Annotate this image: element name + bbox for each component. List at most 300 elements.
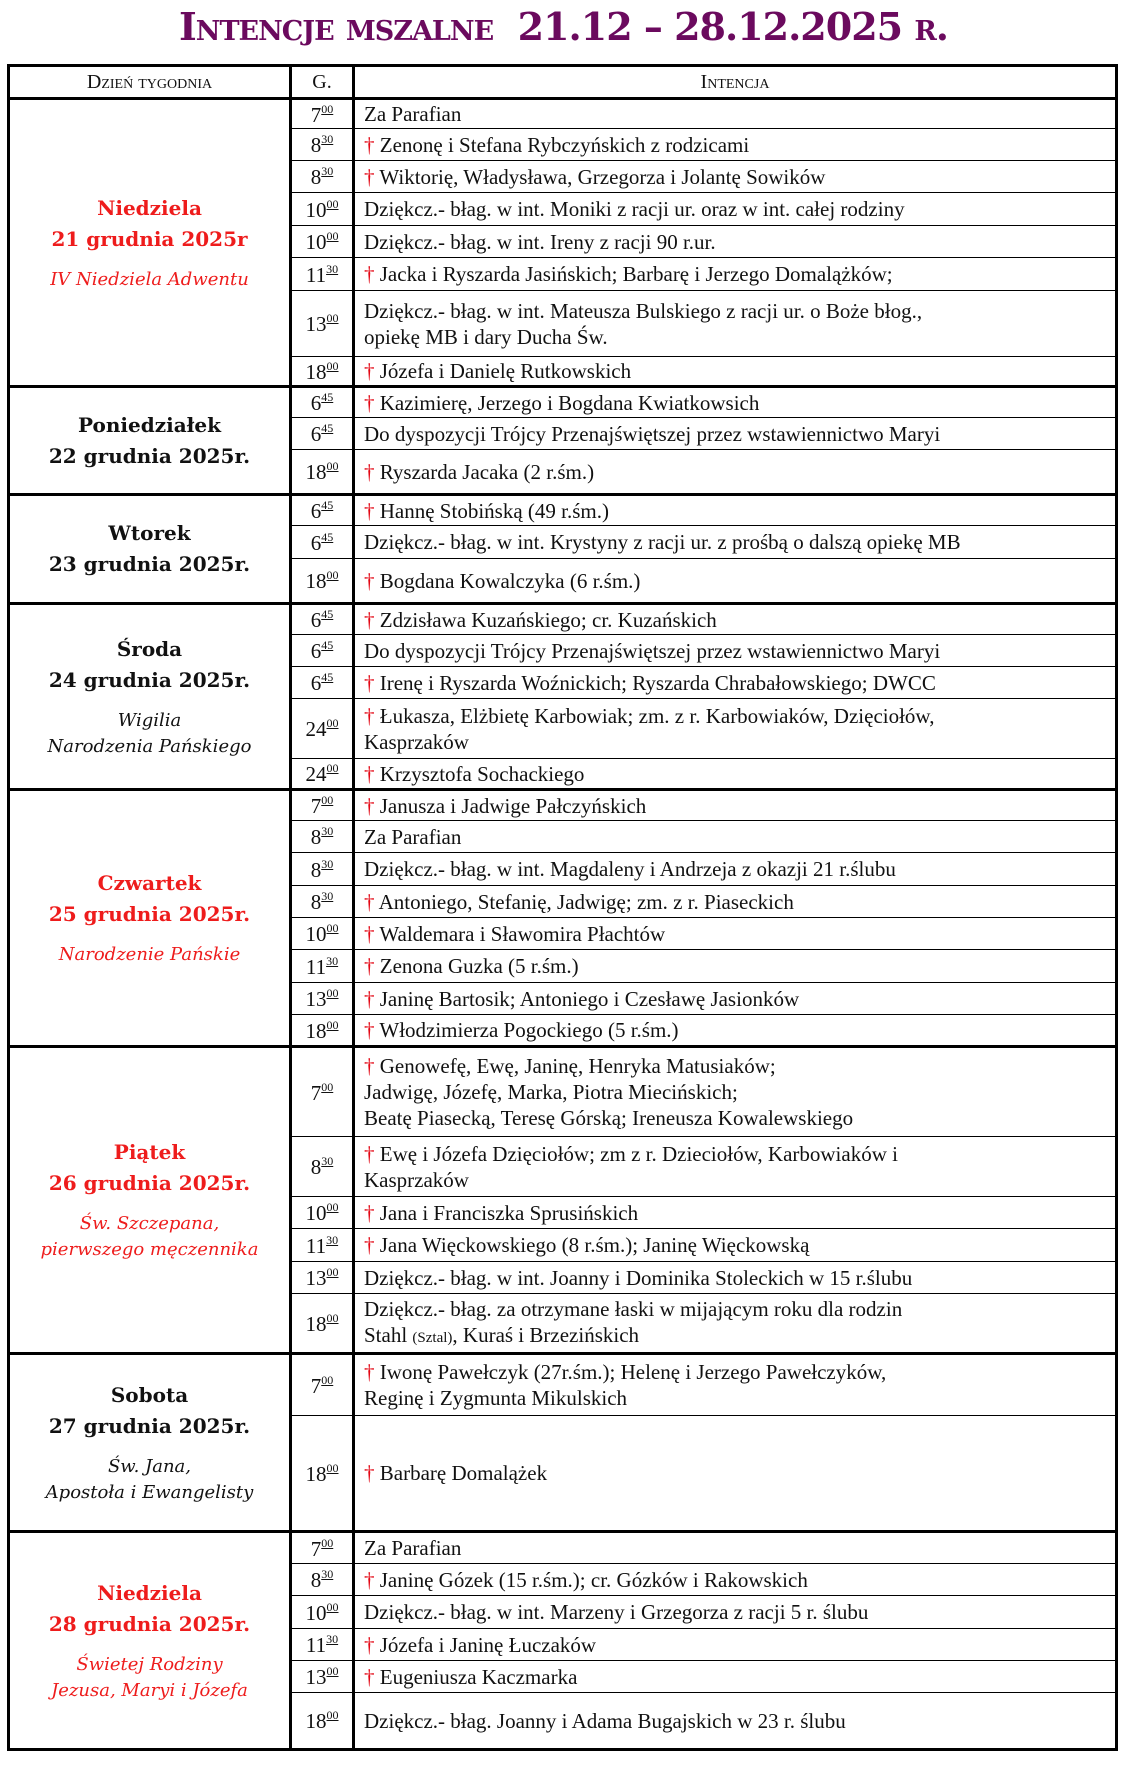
time-minutes: 00 — [326, 1599, 339, 1614]
intention-line — [364, 568, 1115, 594]
feast-line: pierwszego męczennika — [40, 1239, 259, 1260]
intention-text: Zenona Guzka (5 r.śm.) — [379, 954, 579, 978]
mass-intention — [354, 1564, 1117, 1596]
title-prefix: Intencje mszalne — [179, 4, 494, 49]
day-date: 26 grudnia 2025r. — [48, 1171, 251, 1195]
day-name: Piątek — [113, 1140, 186, 1164]
time-hour: 24 — [305, 717, 327, 741]
intention-line — [364, 1079, 1115, 1105]
mass-time — [291, 129, 354, 161]
dagger-icon: † — [364, 132, 380, 157]
mass-time — [291, 759, 354, 790]
mass-time — [291, 983, 354, 1015]
time-hour: 7 — [310, 1080, 322, 1105]
intention-line — [364, 1460, 1115, 1486]
dagger-icon: † — [364, 761, 380, 786]
day-cell — [9, 790, 291, 1047]
intention-text: Włodzimierza Pogockiego (5 r.śm.) — [379, 1018, 679, 1042]
intention-text: Dziękcz.- błag. w int. Joanny i Dominika Stoleckich w 15 r.ślubu — [364, 1265, 913, 1290]
mass-intention — [354, 418, 1117, 450]
mass-intention — [354, 1294, 1117, 1354]
mass-row — [9, 495, 1117, 526]
mass-intention — [354, 821, 1117, 853]
intention-line — [364, 1105, 1115, 1131]
dagger-icon: † — [364, 889, 379, 914]
time-minutes: 30 — [321, 132, 334, 146]
time-hour: 6 — [310, 530, 322, 555]
intention-line — [364, 607, 1115, 633]
dagger-icon: † — [364, 459, 380, 484]
mass-intention — [354, 495, 1117, 526]
mass-time — [291, 226, 354, 258]
day-cell — [9, 495, 291, 604]
mass-row — [9, 99, 1117, 129]
mass-row — [9, 604, 1117, 635]
mass-time — [291, 1197, 354, 1229]
page-title — [0, 4, 1127, 49]
mass-time — [291, 1137, 354, 1197]
mass-intention — [354, 699, 1117, 759]
time-minutes: 00 — [326, 1664, 339, 1678]
mass-intention — [354, 759, 1117, 790]
time-minutes: 00 — [326, 459, 339, 473]
intention-text: Wiktorię, Władysława, Grzegorza i Jolantę Sowików — [379, 164, 826, 189]
dagger-icon: † — [364, 390, 380, 415]
feast-line: Narodzenia Pańskiego — [47, 735, 252, 757]
time-hour: 18 — [305, 1709, 327, 1733]
time-hour: 24 — [305, 762, 327, 786]
intention-text: Janinę Gózek (15 r.śm.); cr. Gózków i Rakowskich — [379, 1567, 808, 1592]
title-suffix: r. — [914, 4, 948, 49]
time-hour: 8 — [310, 890, 322, 914]
time-minutes: 30 — [326, 1632, 339, 1646]
mass-time — [291, 821, 354, 853]
intention-text: Łukasza, Elżbietę Karbowiak; zm. z r. Karbowiaków, Dzięciołów, — [379, 703, 935, 728]
intention-line — [364, 1167, 1115, 1193]
intention-line — [364, 164, 1115, 190]
dagger-icon: † — [364, 1200, 380, 1225]
intention-text: Dziękcz.- błag. w int. Ireny z racji 90 r.ur. — [364, 229, 716, 254]
feast-name — [10, 1211, 289, 1263]
mass-intention — [354, 853, 1117, 886]
intention-text: Zdzisława Kuzańskiego; cr. Kuzańskich — [379, 607, 717, 632]
day-cell — [9, 1532, 291, 1750]
day-name: Czwartek — [97, 871, 202, 895]
dagger-icon: † — [364, 359, 380, 383]
mass-time — [291, 635, 354, 667]
day-date: 28 grudnia 2025r. — [48, 1611, 251, 1636]
intention-line — [364, 1296, 1115, 1322]
mass-time — [291, 193, 354, 226]
time-minutes: 00 — [326, 716, 339, 730]
feast-line: Narodzenie Pańskie — [58, 944, 241, 965]
mass-intention — [354, 983, 1117, 1015]
time-minutes: 00 — [321, 1535, 334, 1550]
time-hour: 13 — [305, 1665, 327, 1689]
intention-line — [364, 1632, 1115, 1658]
intention-text: Kasprzaków — [364, 729, 469, 754]
time-hour: 11 — [305, 262, 327, 287]
intention-line — [364, 1664, 1115, 1690]
time-hour: 13 — [305, 987, 327, 1011]
time-hour: 13 — [305, 1266, 327, 1290]
feast-line: Apostoła i Ewangelisty — [45, 1481, 254, 1503]
title-date-range: 21.12 – 28.12.2025 — [517, 4, 903, 49]
intention-text: Kazimierę, Jerzego i Bogdana Kwiatkowsich — [379, 390, 760, 415]
day-cell — [9, 99, 291, 387]
time-minutes: 45 — [321, 498, 334, 512]
time-hour: 8 — [310, 1155, 322, 1179]
time-minutes: 00 — [326, 1708, 339, 1722]
intention-text-after: , Kuraś i Brzezińskich — [452, 1322, 640, 1347]
time-hour: 8 — [310, 825, 322, 849]
time-minutes: 00 — [326, 568, 339, 582]
day-name: Sobota — [110, 1382, 189, 1407]
day-cell — [9, 604, 291, 790]
intention-line — [364, 324, 1115, 350]
intention-text: Barbarę Domalążek — [379, 1461, 548, 1485]
mass-time — [291, 1596, 354, 1629]
dagger-icon: † — [364, 1567, 380, 1592]
mass-intention — [354, 161, 1117, 193]
day-date: 24 grudnia 2025r. — [48, 667, 251, 692]
feast-name — [10, 1454, 289, 1506]
mass-intention — [354, 918, 1117, 950]
intention-line — [364, 793, 1115, 819]
dagger-icon: † — [364, 1054, 380, 1078]
mass-intention — [354, 1629, 1117, 1661]
mass-row — [9, 790, 1117, 821]
intention-text: Za Parafian — [364, 102, 462, 126]
intention-text: Dziękcz.- błag. w int. Mateusza Bulskiego z racji ur. o Boże błog., — [364, 298, 923, 323]
time-minutes: 00 — [326, 921, 339, 935]
time-hour: 18 — [305, 460, 327, 484]
intention-text: Jacka i Ryszarda Jasińskich; Barbarę i Jerzego Domalążków; — [379, 262, 893, 286]
intention-line — [364, 1232, 1115, 1258]
time-minutes: 00 — [326, 1460, 339, 1475]
feast-line: Wigilia — [117, 709, 182, 731]
intention-line — [364, 529, 1115, 555]
mass-time — [291, 1532, 354, 1564]
intention-line — [364, 1200, 1115, 1226]
dagger-icon: † — [364, 1233, 380, 1257]
time-hour: 7 — [310, 794, 322, 818]
time-minutes: 00 — [326, 358, 339, 373]
day-name: Niedziela — [97, 1580, 202, 1605]
mass-intention — [354, 604, 1117, 635]
mass-time — [291, 699, 354, 759]
day-cell — [9, 387, 291, 495]
intention-text: Irenę i Ryszarda Woźnickich; Ryszarda Chrabałowskiego; DWCC — [379, 670, 936, 695]
time-hour: 10 — [305, 197, 327, 222]
mass-time — [291, 1294, 354, 1354]
dagger-icon: † — [364, 921, 380, 946]
mass-time — [291, 1015, 354, 1047]
time-hour: 11 — [305, 1233, 327, 1258]
time-hour: 8 — [310, 165, 322, 189]
mass-time — [291, 291, 354, 357]
time-minutes: 00 — [326, 1200, 339, 1214]
intention-line — [364, 1599, 1115, 1625]
mass-intention — [354, 1262, 1117, 1294]
time-hour: 7 — [310, 1373, 322, 1398]
intentions-table — [7, 64, 1118, 1751]
intention-text: Jana i Franciszka Sprusińskich — [379, 1200, 639, 1225]
time-minutes: 00 — [321, 1372, 334, 1387]
time-hour: 6 — [310, 608, 322, 632]
mass-intention — [354, 99, 1117, 129]
mass-intention — [354, 129, 1117, 161]
mass-time — [291, 559, 354, 604]
intention-text: opiekę MB i dary Ducha Św. — [364, 324, 608, 349]
intention-line — [364, 101, 1115, 127]
intention-line — [364, 421, 1115, 447]
intention-text: Dziękcz.- błag. w int. Magdaleny i Andrzeja z okazji 21 r.ślubu — [364, 857, 896, 881]
dagger-icon: † — [364, 164, 380, 189]
intention-line — [364, 921, 1115, 947]
intention-line — [364, 856, 1115, 882]
dagger-icon: † — [364, 1018, 380, 1042]
time-minutes: 45 — [321, 638, 334, 652]
intention-text: Jana Więckowskiego (8 r.śm.); Janinę Więckowską — [379, 1233, 810, 1257]
time-minutes: 45 — [321, 607, 334, 621]
intention-line — [364, 953, 1115, 979]
intention-text: Genowefę, Ewę, Janinę, Henryka Matusiaków; — [379, 1054, 776, 1078]
time-hour: 10 — [305, 1600, 327, 1625]
time-hour: 13 — [305, 312, 327, 336]
intention-line — [364, 986, 1115, 1012]
day-date: 22 grudnia 2025r. — [48, 443, 251, 468]
mass-time — [291, 667, 354, 699]
time-minutes: 00 — [326, 229, 339, 243]
mass-time — [291, 161, 354, 193]
mass-intention — [354, 950, 1117, 983]
day-date: 25 grudnia 2025r. — [48, 902, 251, 926]
mass-time — [291, 99, 354, 129]
header-day: Dzień tygodnia — [9, 66, 291, 99]
header-time: G. — [291, 66, 354, 99]
mass-intention — [354, 886, 1117, 918]
mass-intention — [354, 1416, 1117, 1532]
mass-intention — [354, 1015, 1117, 1047]
intention-text: Dziękcz.- błag. w int. Moniki z racji ur. oraz w int. całej rodziny — [364, 197, 905, 221]
intention-line — [364, 1322, 1115, 1351]
feast-name — [10, 708, 289, 760]
intention-text: Reginę i Zygmunta Mikulskich — [364, 1386, 628, 1410]
mass-time — [291, 1047, 354, 1137]
mass-time — [291, 495, 354, 526]
mass-time — [291, 1693, 354, 1750]
time-minutes: 30 — [321, 824, 334, 838]
time-minutes: 30 — [326, 261, 339, 276]
mass-time — [291, 1229, 354, 1262]
dagger-icon: † — [364, 793, 380, 818]
mass-intention — [354, 1693, 1117, 1750]
mass-intention — [354, 1532, 1117, 1564]
time-minutes: 30 — [321, 889, 334, 903]
intention-line — [364, 1708, 1115, 1734]
day-date: 27 grudnia 2025r. — [48, 1413, 251, 1438]
mass-intention — [354, 1197, 1117, 1229]
intention-line — [364, 498, 1115, 524]
time-minutes: 00 — [326, 761, 339, 775]
time-minutes: 45 — [321, 421, 334, 435]
day-cell — [9, 1354, 291, 1532]
intention-text: Antoniego, Stefanię, Jadwigę; zm. z r. Piaseckich — [378, 889, 794, 914]
day-name: Niedziela — [97, 195, 202, 220]
mass-time — [291, 1354, 354, 1416]
dagger-icon: † — [364, 954, 380, 978]
intention-text: Zenonę i Stefana Rybczyńskich z rodzicami — [379, 132, 750, 157]
time-minutes: 00 — [326, 1265, 339, 1279]
dagger-icon: † — [364, 498, 380, 523]
intention-text: Ryszarda Jacaka (2 r.śm.) — [379, 459, 595, 484]
dagger-icon: † — [364, 568, 380, 593]
feast-line: Jezusa, Maryi i Józefa — [51, 1679, 248, 1701]
time-minutes: 45 — [321, 529, 334, 544]
dagger-icon: † — [364, 1360, 380, 1384]
time-minutes: 30 — [321, 164, 334, 178]
intention-line — [364, 298, 1115, 324]
intention-line — [364, 1141, 1115, 1167]
intention-text: Do dyspozycji Trójcy Przenajświętszej przez wstawiennictwo Maryi — [364, 638, 941, 663]
feast-name — [10, 1652, 289, 1704]
time-hour: 18 — [305, 569, 327, 593]
time-hour: 8 — [310, 857, 322, 882]
intention-text: Dziękcz.- błag. Joanny i Adama Bugajskich w 23 r. ślubu — [364, 1708, 846, 1733]
time-hour: 10 — [305, 1201, 327, 1225]
intention-line — [364, 638, 1115, 664]
intention-line — [364, 390, 1115, 416]
intention-line — [364, 1385, 1115, 1411]
time-hour: 7 — [310, 102, 322, 127]
mass-row — [9, 1532, 1117, 1564]
time-minutes: 00 — [326, 986, 339, 1000]
mass-time — [291, 258, 354, 291]
intention-line — [364, 729, 1115, 755]
time-hour: 7 — [310, 1536, 322, 1561]
mass-time — [291, 1629, 354, 1661]
day-name: Środa — [116, 636, 183, 661]
dagger-icon: † — [364, 703, 380, 728]
feast-line: IV Niedziela Adwentu — [50, 268, 249, 290]
intention-text: Za Parafian — [364, 824, 462, 849]
time-minutes: 30 — [321, 1154, 334, 1168]
dagger-icon: † — [364, 1461, 380, 1485]
time-hour: 18 — [305, 359, 327, 384]
mass-intention — [354, 193, 1117, 226]
time-hour: 18 — [305, 1461, 327, 1486]
time-minutes: 00 — [321, 101, 334, 116]
intention-line — [364, 889, 1115, 915]
mass-time — [291, 450, 354, 495]
time-hour: 6 — [310, 422, 322, 446]
time-minutes: 30 — [326, 953, 339, 968]
intention-text: Dziękcz.- błag. w int. Krystyny z racji ur. z prośbą o dalszą opiekę MB — [364, 530, 961, 554]
mass-time — [291, 950, 354, 983]
table-header-row — [9, 66, 1117, 99]
intention-line — [364, 1053, 1115, 1079]
intention-line — [364, 670, 1115, 696]
intention-text: Dziękcz.- błag. za otrzymane łaski w mijającym roku dla rodzin — [364, 1296, 903, 1321]
day-cell — [9, 1047, 291, 1354]
time-minutes: 00 — [326, 196, 339, 211]
mass-row — [9, 1047, 1117, 1137]
intention-line — [364, 703, 1115, 729]
time-minutes: 30 — [321, 1567, 334, 1581]
mass-intention — [354, 790, 1117, 821]
intention-text: Józefa i Janinę Łuczaków — [379, 1632, 597, 1657]
mass-time — [291, 1262, 354, 1294]
mass-intention — [354, 559, 1117, 604]
time-minutes: 00 — [326, 311, 339, 325]
mass-time — [291, 853, 354, 886]
day-date: 23 grudnia 2025r. — [48, 552, 251, 576]
intention-text: Do dyspozycji Trójcy Przenajświętszej przez wstawiennictwo Maryi — [364, 421, 941, 446]
day-name: Poniedziałek — [78, 412, 221, 437]
mass-intention — [354, 291, 1117, 357]
intention-text: Za Parafian — [364, 1536, 462, 1560]
intention-line — [364, 1567, 1115, 1593]
intention-text: Ewę i Józefa Dzięciołów; zm z r. Dzieciołów, Karbowiaków i — [379, 1141, 898, 1166]
intention-text: Kasprzaków — [364, 1167, 469, 1192]
time-minutes: 30 — [321, 856, 334, 871]
intention-text: Krzysztofa Sochackiego — [379, 761, 585, 786]
time-hour: 6 — [310, 639, 322, 663]
mass-intention — [354, 1137, 1117, 1197]
mass-intention — [354, 667, 1117, 699]
time-hour: 18 — [305, 1311, 327, 1336]
time-hour: 8 — [310, 133, 322, 157]
feast-name — [10, 942, 289, 968]
time-hour: 6 — [310, 499, 322, 523]
intention-text: Józefa i Danielę Rutkowskich — [379, 359, 632, 383]
header-intention: Intencja — [354, 66, 1117, 99]
time-hour: 8 — [310, 1568, 322, 1592]
intention-text: Janusza i Jadwige Pałczyńskich — [379, 793, 647, 818]
mass-intention — [354, 258, 1117, 291]
intention-line — [364, 1359, 1115, 1385]
intention-text-small: (Sztal) — [412, 1329, 453, 1346]
intention-text: Iwonę Pawełczyk (27r.śm.); Helenę i Jerzego Pawełczyków, — [379, 1360, 887, 1384]
dagger-icon: † — [364, 1141, 380, 1166]
dagger-icon: † — [364, 262, 380, 286]
time-minutes: 00 — [326, 1017, 339, 1032]
time-hour: 11 — [305, 1633, 327, 1657]
time-minutes: 30 — [326, 1232, 339, 1247]
day-name: Wtorek — [108, 521, 191, 545]
intention-text: Beatę Piasecką, Teresę Górską; Ireneusza Kowalewskiego — [364, 1106, 854, 1130]
dagger-icon: † — [364, 986, 380, 1011]
feast-name — [10, 267, 289, 293]
intention-text: Jadwigę, Józefę, Marka, Piotra Miecińskich; — [364, 1080, 738, 1104]
feast-line: Św. Jana, — [107, 1455, 192, 1477]
mass-time — [291, 790, 354, 821]
feast-line: Św. Szczepana, — [79, 1213, 220, 1234]
intention-line — [364, 229, 1115, 255]
table-body — [9, 99, 1117, 1750]
mass-time — [291, 526, 354, 559]
day-date: 21 grudnia 2025r — [51, 226, 248, 251]
time-hour: 18 — [305, 1018, 327, 1043]
intention-text: Hannę Stobińską (49 r.śm.) — [379, 498, 609, 523]
mass-intention — [354, 387, 1117, 418]
mass-intention — [354, 1354, 1117, 1416]
time-hour: 10 — [305, 230, 327, 254]
intention-line — [364, 824, 1115, 850]
mass-intention — [354, 1229, 1117, 1262]
time-minutes: 00 — [321, 1079, 334, 1094]
